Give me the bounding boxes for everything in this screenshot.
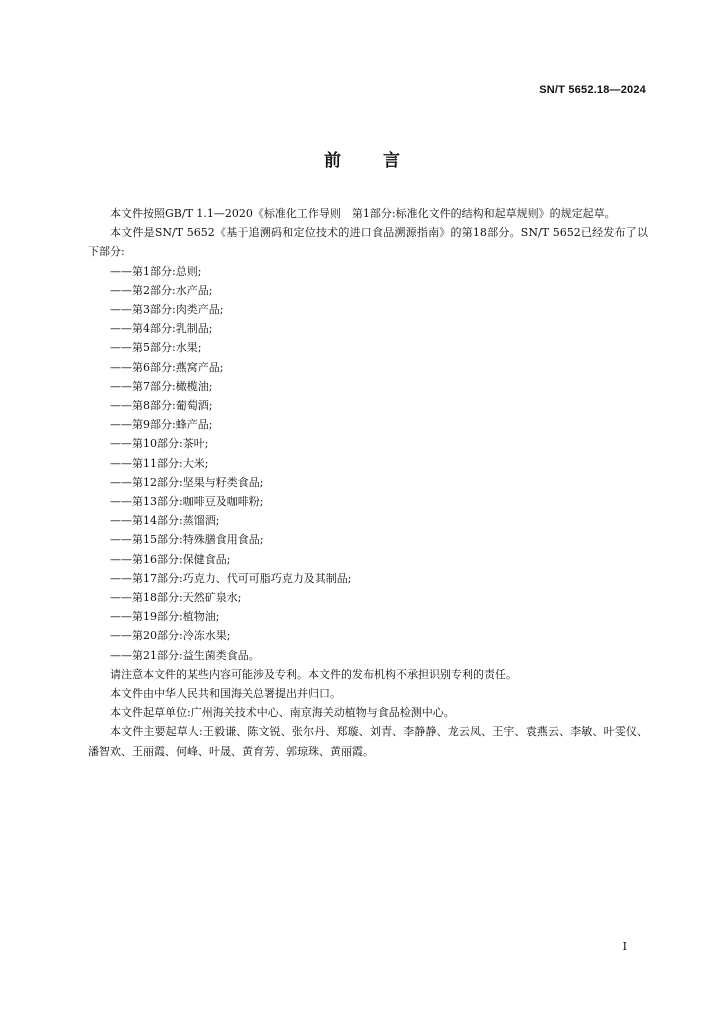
list-item: ——第8部分:葡萄酒; <box>110 399 213 413</box>
paragraph-proposer: 本文件由中华人民共和国海关总署提出并归口。 <box>110 687 341 701</box>
list-item: ——第19部分:植物油; <box>110 610 220 624</box>
list-item: ——第16部分:保健食品; <box>110 552 231 566</box>
paragraph-patent-notice: 请注意本文件的某些内容可能涉及专利。本文件的发布机构不承担识别专利的责任。 <box>110 667 517 681</box>
list-item: ——第10部分:茶叶; <box>110 437 209 451</box>
list-item: ——第13部分:咖啡豆及咖啡粉; <box>110 495 264 509</box>
list-item: ——第14部分:蒸馏酒; <box>110 514 220 528</box>
title-char-2: 言 <box>383 151 400 171</box>
paragraph-drafting-units: 本文件起草单位:广州海关技术中心、南京海关动植物与食品检测中心。 <box>110 706 455 720</box>
title-char-1: 前 <box>324 151 341 171</box>
list-item: ——第3部分:肉类产品; <box>110 303 224 317</box>
paragraph-drafters: 本文件主要起草人:王毅谦、陈文锐、张尔丹、郑璇、刘青、李静静、龙云凤、王宇、袁燕云、李敏、叶雯仪、潘智欢、王丽霞、何峰、叶晟、黄育芳、郭琼珠、黄丽霞。 <box>88 725 648 758</box>
list-item: ——第21部分:益生菌类食品。 <box>110 648 260 662</box>
list-item: ——第7部分:橄榄油; <box>110 379 213 393</box>
list-item: ——第6部分:燕窝产品; <box>110 360 224 374</box>
standard-number: SN/T 5652.18—2024 <box>539 84 646 96</box>
list-item: ——第11部分:大米; <box>110 456 209 470</box>
list-item: ——第18部分:天然矿泉水; <box>110 591 242 605</box>
list-item: ——第5部分:水果; <box>110 341 202 355</box>
list-item: ——第4部分:乳制品; <box>110 322 213 336</box>
list-item: ——第15部分:特殊膳食用食品; <box>110 533 264 547</box>
list-item: ——第1部分:总则; <box>110 264 202 278</box>
list-item: ——第12部分:坚果与籽类食品; <box>110 475 264 489</box>
body-text <box>88 204 648 761</box>
page-number: I <box>622 940 627 953</box>
list-item: ——第9部分:蜂产品; <box>110 418 213 432</box>
paragraph-series-intro: 本文件是SN/T 5652《基于追溯码和定位技术的进口食品溯源指南》的第18部分。SN/T 5652已经发布了以下部分: <box>88 226 648 259</box>
list-item: ——第20部分:冷冻水果; <box>110 629 231 643</box>
paragraph-drafting-rules: 本文件按照GB/T 1.1—2020《标准化工作导则 第1部分:标准化文件的结构和起草规则》的规定起草。 <box>110 207 616 220</box>
parts-list <box>88 262 648 665</box>
page-title <box>0 146 724 171</box>
list-item: ——第2部分:水产品; <box>110 283 213 297</box>
list-item: ——第17部分:巧克力、代可可脂巧克力及其制品; <box>110 571 352 585</box>
